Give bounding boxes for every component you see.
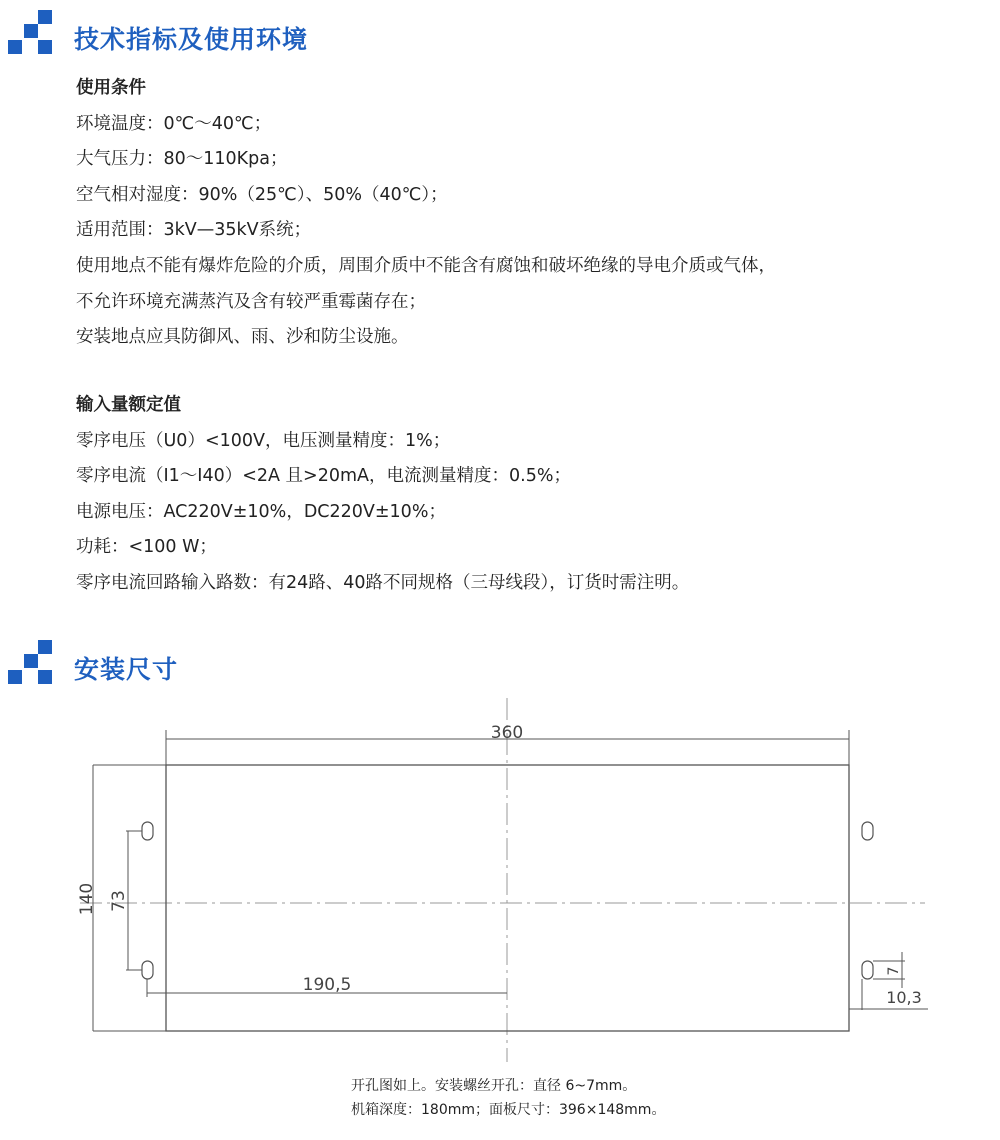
- mounting-hole: [862, 822, 873, 840]
- input-ratings-block: [76, 388, 956, 602]
- ratings-subtitle: 输入量额定值: [76, 395, 181, 415]
- drawing-notes: [351, 1074, 851, 1122]
- section-header-specs: [0, 10, 600, 66]
- section-title: 安装尺寸: [74, 655, 179, 684]
- section-squares-icon: [8, 10, 52, 60]
- env-line: 环境温度：0℃～40℃；: [76, 113, 272, 134]
- dim-center-offset-label: 190,5: [302, 975, 352, 995]
- ratings-line: 零序电流回路输入路数：有24路、40路不同规格（三母线段），订货时需注明。: [76, 572, 690, 593]
- env-line: 不允许环境充满蒸汽及含有较严重霉菌存在；: [76, 291, 426, 312]
- env-line: 安装地点应具防御风、雨、沙和防尘设施。: [76, 327, 409, 348]
- env-line: 大气压力：80～110Kpa；: [76, 149, 288, 170]
- mounting-hole: [862, 961, 873, 979]
- dim-hole-spacing-label: 73: [109, 890, 129, 912]
- env-line: 使用地点不能有爆炸危险的介质，周围介质中不能含有腐蚀和破坏绝缘的导电介质或气体，: [76, 255, 776, 276]
- section-title: 技术指标及使用环境: [74, 25, 309, 54]
- ratings-line: 零序电流（I1～I40）<2A 且>20mA，电流测量精度：0.5%；: [76, 466, 571, 487]
- mounting-hole: [142, 822, 153, 840]
- ratings-line: 电源电压：AC220V±10%，DC220V±10%；: [76, 501, 446, 522]
- env-conditions-block: [76, 71, 956, 356]
- note-line: 机箱深度：180mm；面板尺寸：396×148mm。: [351, 1102, 666, 1118]
- dim-hole-dia-label: 7: [886, 966, 902, 976]
- env-line: 适用范围：3kV—35kV系统；: [76, 220, 312, 241]
- mounting-hole: [142, 961, 153, 979]
- dim-edge-offset-label: 10,3: [886, 988, 922, 1007]
- note-line: 开孔图如上。安装螺丝开孔：直径 6~7mm。: [351, 1078, 637, 1094]
- ratings-line: 零序电压（U0）<100V，电压测量精度：1%；: [76, 430, 451, 451]
- ratings-line: 功耗：<100 W；: [76, 537, 217, 558]
- dim-height-label: 140: [77, 882, 97, 916]
- env-subtitle: 使用条件: [76, 78, 146, 98]
- env-line: 空气相对湿度：90%（25℃）、50%（40℃）；: [76, 184, 448, 205]
- dim-width-label: 360: [490, 723, 524, 743]
- mounting-drawing: [0, 690, 1000, 1070]
- section-header-dimensions: [0, 640, 600, 696]
- section-squares-icon: [8, 640, 52, 690]
